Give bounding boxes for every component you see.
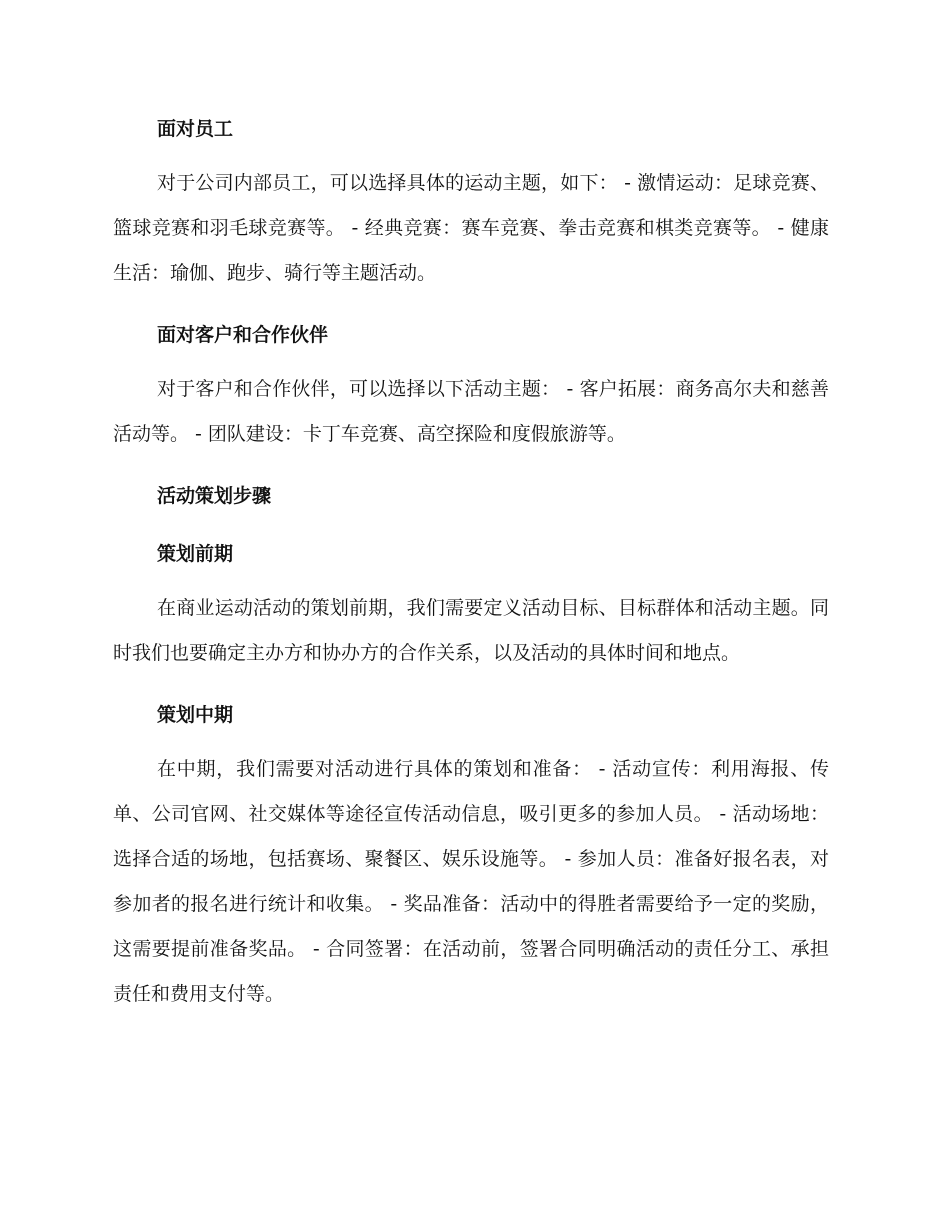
section-body-employees: 对于公司内部员工，可以选择具体的运动主题，如下： - 激情运动：足球竞赛、篮球竞赛和羽毛球竞赛等。 - 经典竞赛：赛车竞赛、拳击竞赛和棋类竞赛等。 - 健康生活：瑜伽、跑步、骑行等主题活动。 [113,172,829,284]
section-heading-clients-partners: 面对客户和合作伙伴 [157,324,329,346]
section-body-mid-stage: 在中期，我们需要对活动进行具体的策划和准备： - 活动宣传：利用海报、传单、公司官网、社交媒体等途径宣传活动信息，吸引更多的参加人员。 - 活动场地：选择合适的场地，包括赛场、聚餐区、娱乐设施等。 - 参加人员：准备好报名表，对参加者的报名进行统计和收集。 - 奖品准备：活动中的得胜者需要给予一定的奖励，这需要提前准备奖品。 - 合同签署：在活动前，签署合同明确活动的责任分工、承担责任和费用支付等。 [113,758,829,1005]
document-content [113,110,829,1017]
section-heading-employees: 面对员工 [157,118,234,140]
section-heading-planning-steps: 活动策划步骤 [157,485,272,507]
section-heading-early-stage: 策划前期 [157,543,234,565]
section-heading-mid-stage: 策划中期 [157,704,234,726]
section-body-early-stage: 在商业运动活动的策划前期，我们需要定义活动目标、目标群体和活动主题。同时我们也要确定主办方和协办方的合作关系，以及活动的具体时间和地点。 [113,597,829,664]
section-body-clients-partners: 对于客户和合作伙伴，可以选择以下活动主题： - 客户拓展：商务高尔夫和慈善活动等。 - 团队建设：卡丁车竞赛、高空探险和度假旅游等。 [113,378,829,445]
